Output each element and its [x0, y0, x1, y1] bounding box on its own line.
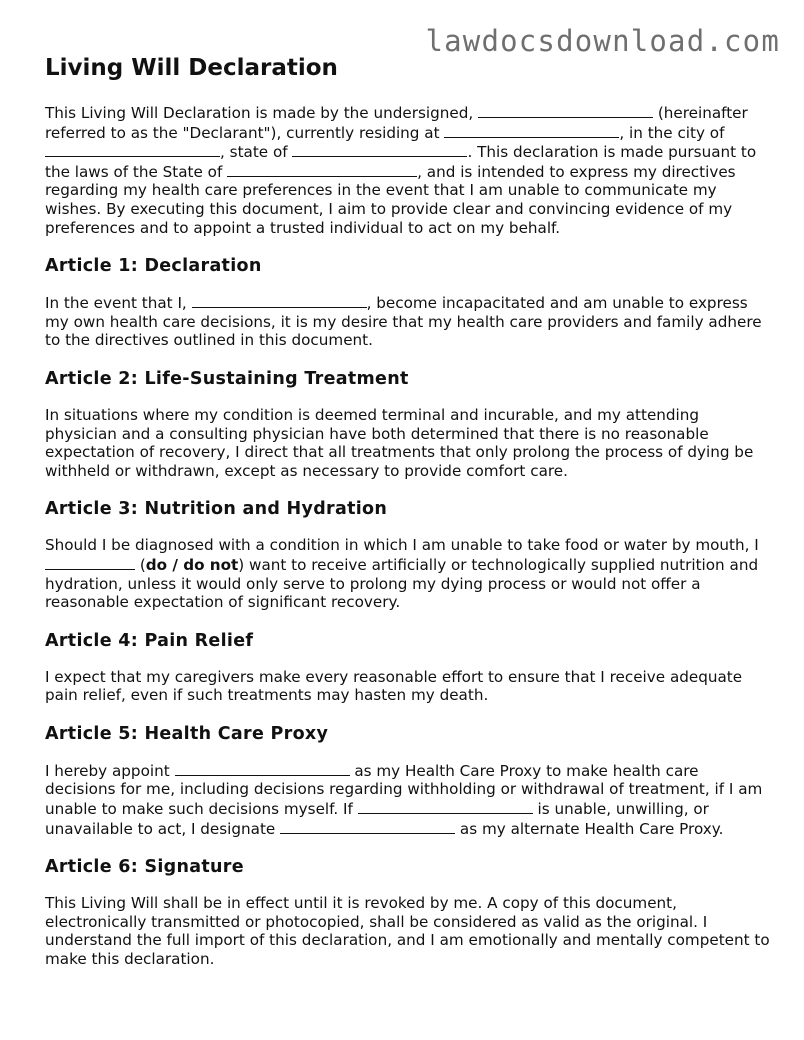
article-5-text-1: I hereby appoint — [45, 761, 175, 780]
nutrition-choice-blank[interactable] — [45, 555, 135, 570]
proxy-unavailable-blank[interactable] — [358, 799, 533, 814]
declarant-name-blank[interactable] — [478, 103, 653, 118]
article-5-text-4: as my alternate Health Care Proxy. — [455, 819, 724, 838]
do-do-not-options: do / do not — [145, 555, 239, 574]
article-1-text-2: , become incapacitated and am unable to express my own health care decisions, it is my desire that my health care providers and family adhere to the directives outlined in this document. — [45, 294, 762, 350]
intro-paragraph — [45, 103, 770, 237]
intro-text-2: (hereinafter referred to as the "Declarant"), currently residing at — [45, 104, 748, 142]
article-5-heading: Article 5: Health Care Proxy — [45, 723, 329, 744]
article-2-heading: Article 2: Life-Sustaining Treatment — [45, 368, 409, 389]
article-3-paragraph — [45, 536, 770, 611]
governing-state-blank[interactable] — [227, 162, 417, 177]
article-3-text-1: Should I be diagnosed with a condition in which I am unable to take food or water by mouth, I — [45, 536, 759, 555]
article-4-heading: Article 4: Pain Relief — [45, 630, 254, 651]
article-2-paragraph: In situations where my condition is deemed terminal and incurable, and my attending physician and a consulting physician have both determined that there is no reasonable expectation of recovery, I direct that all treatments that only prolong the process of dying be withheld or withdrawn, except as necessary to provide comfort care. — [45, 405, 754, 480]
article-1-paragraph — [45, 293, 770, 350]
document-title: Living Will Declaration — [45, 55, 338, 81]
site-watermark: lawdocsdownload.com — [425, 24, 780, 58]
article-1-heading: Article 1: Declaration — [45, 256, 262, 277]
state-blank[interactable] — [292, 142, 467, 157]
article-3-text-2: ( — [135, 555, 146, 574]
city-blank[interactable] — [45, 142, 220, 157]
article-3-heading: Article 3: Nutrition and Hydration — [45, 499, 388, 520]
article-6-heading: Article 6: Signature — [45, 857, 244, 878]
article-5-text-3: is unable, unwilling, or unavailable to act, I designate — [45, 800, 709, 838]
article-1-text-1: In the event that I, — [45, 294, 192, 313]
article-3-text-3: ) want to receive artificially or technologically supplied nutrition and hydration, unless it would only serve to prolong my dying process or would not offer a reasonable expectation of significant recovery. — [45, 555, 759, 612]
residence-address-blank[interactable] — [444, 123, 619, 138]
document-body — [45, 55, 770, 969]
intro-text-4: , state of — [220, 143, 293, 162]
intro-text-6: , and is intended to express my directives regarding my health care preferences in the event that I am unable to communicate my wishes. By executing this document, I aim to provide clear and convincing evidence of my preferences and to appoint a trusted individual to act on my behalf. — [45, 162, 736, 237]
article-5-text-2: as my Health Care Proxy to make health care decisions for me, including decisions regarding withholding or withdrawal of treatment, if I am unable to make such decisions myself. If — [45, 761, 763, 819]
incapacitated-name-blank[interactable] — [192, 293, 367, 308]
alternate-proxy-blank[interactable] — [280, 819, 455, 834]
health-care-proxy-blank[interactable] — [175, 761, 350, 776]
intro-text-1: This Living Will Declaration is made by the undersigned, — [45, 104, 478, 122]
intro-text-3: , in the city of — [619, 123, 725, 142]
article-5-paragraph — [45, 761, 770, 838]
intro-text-5: . This declaration is made pursuant to the laws of the State of — [45, 143, 757, 181]
article-4-paragraph: I expect that my caregivers make every reasonable effort to ensure that I receive adequate pain relief, even if such treatments may hasten my death. — [45, 667, 743, 705]
article-6-paragraph: This Living Will shall be in effect until it is revoked by me. A copy of this document, electronically transmitted or photocopied, shall be considered as valid as the original. I understand the full import of this declaration, and I am emotionally and mentally competent to make this declaration. — [45, 894, 770, 969]
